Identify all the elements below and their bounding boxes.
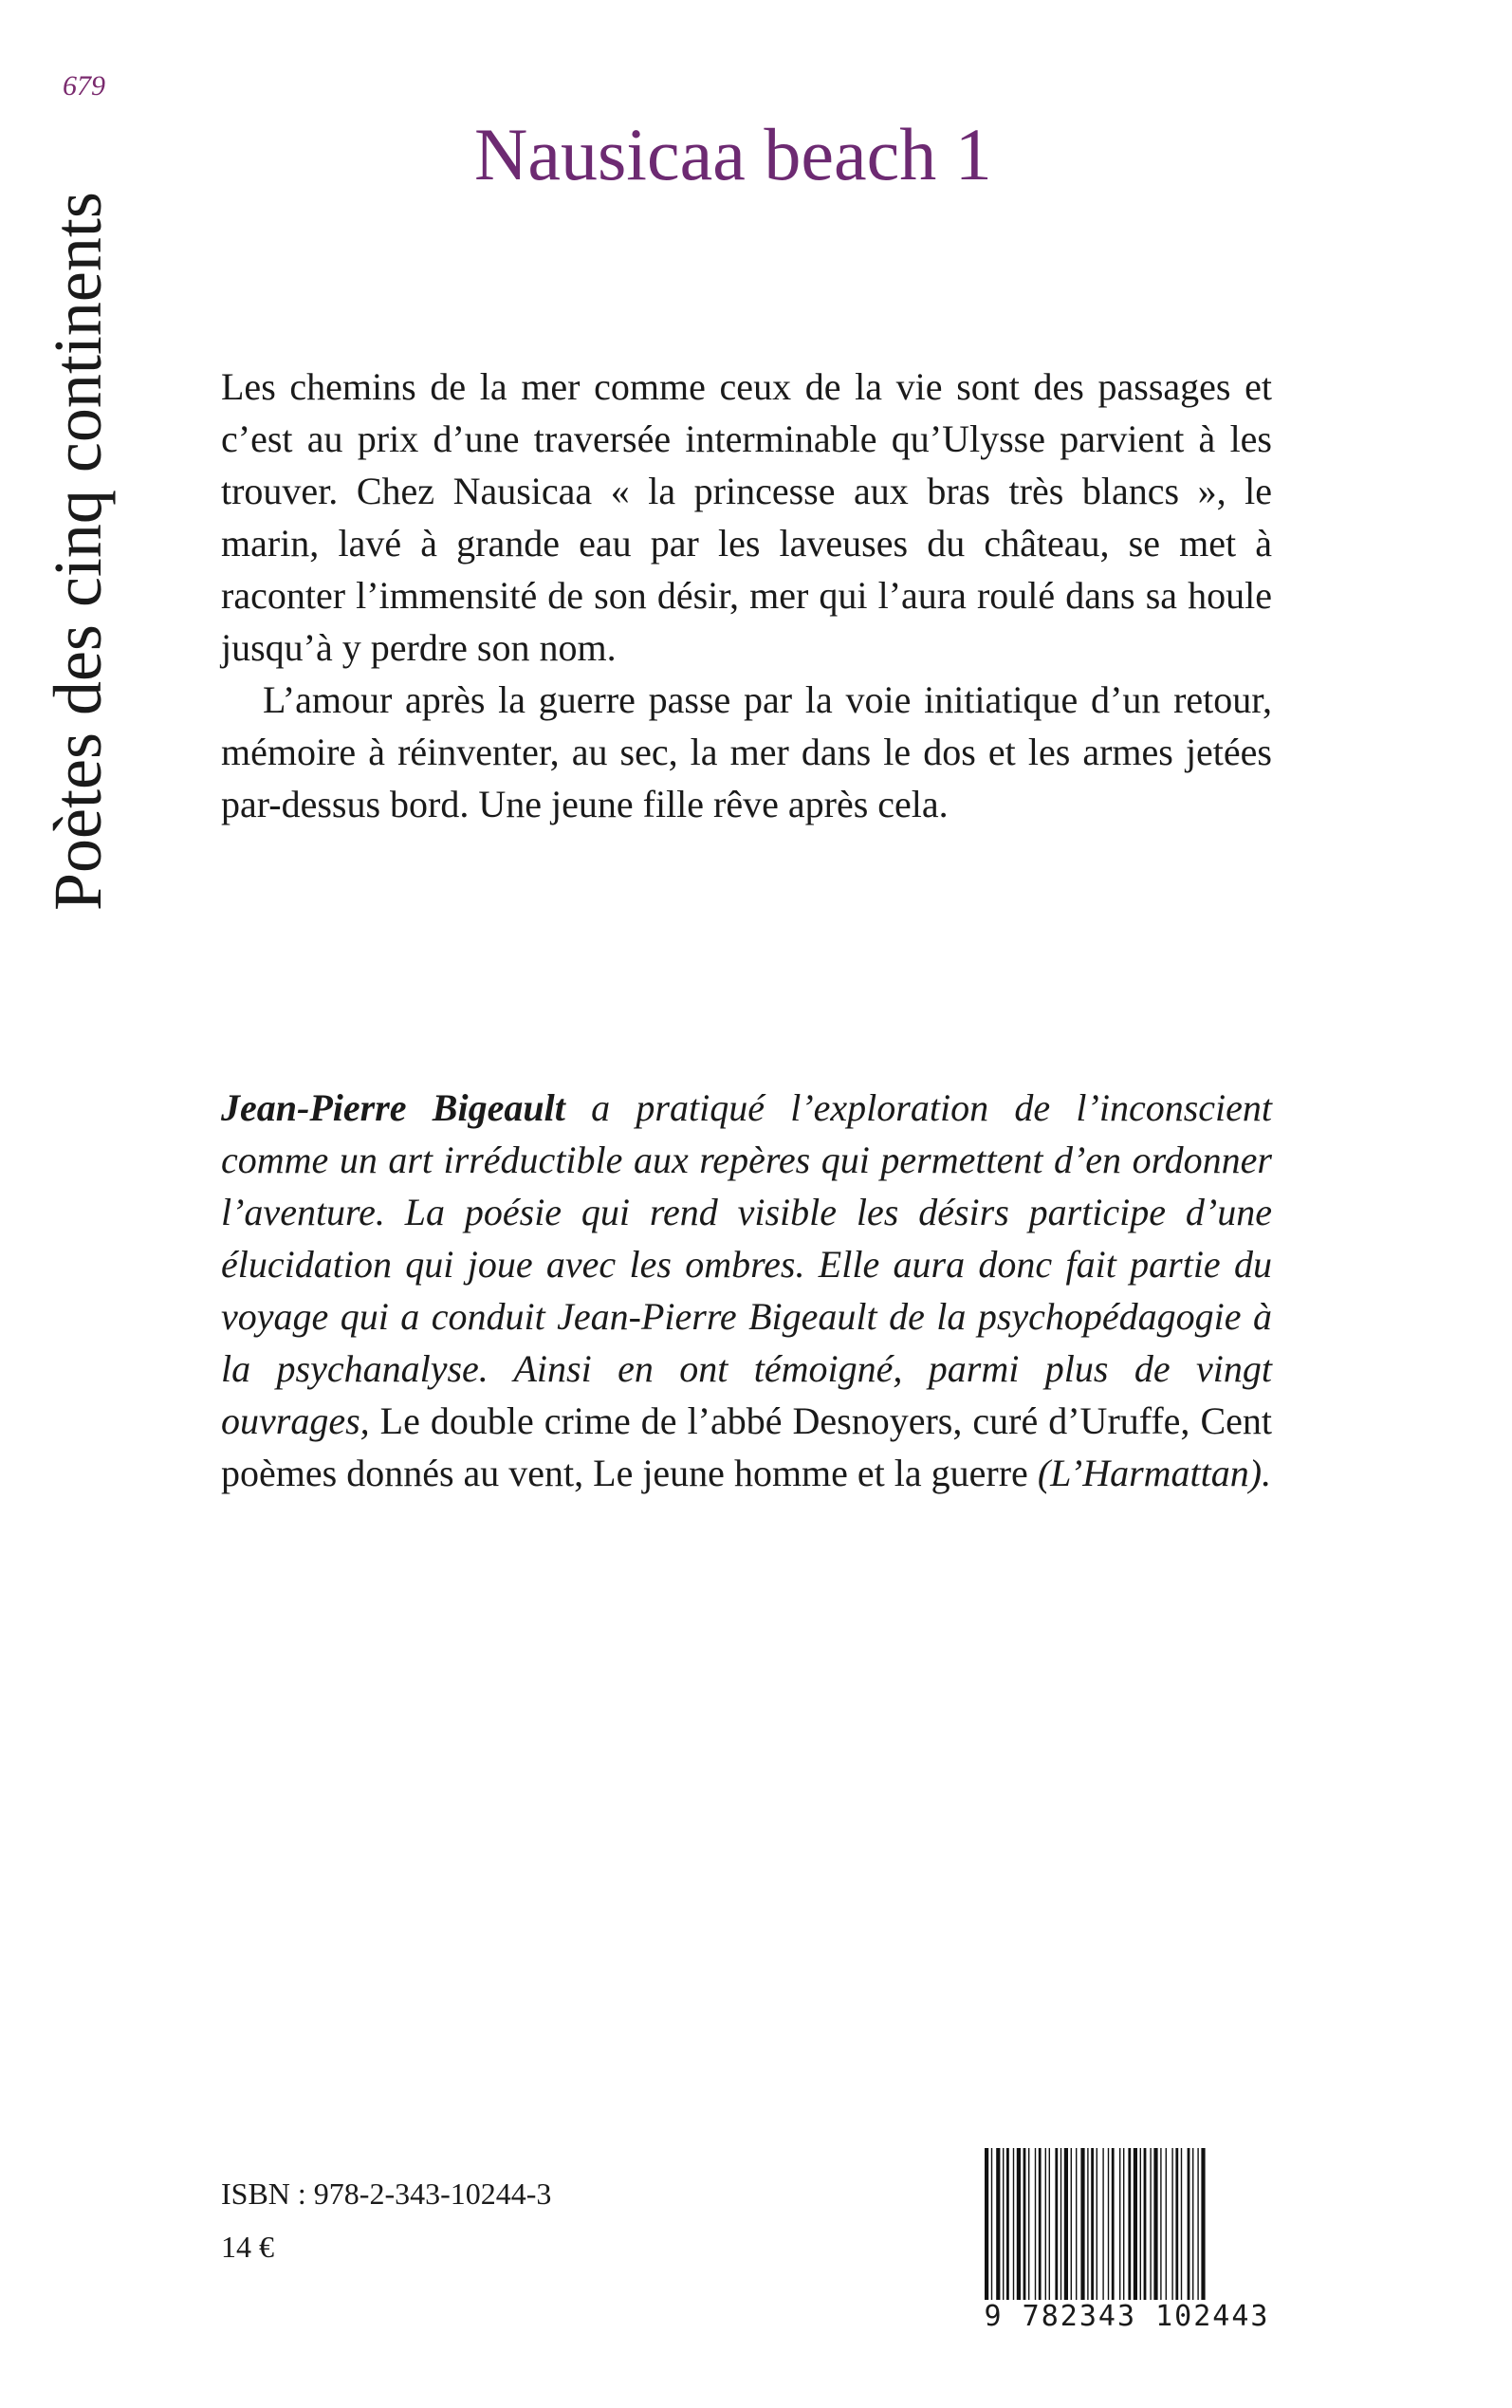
bio-text: a pratiqué l’exploration de l’inconscient comme un art irréductible aux repères qui permettent d’en ordonner l’aventure. La poésie qui rend visible les désirs participe d’une élucidation qui joue avec les ombres. Elle aura donc fait partie du voyage qui a conduit Jean-Pierre Bigeault de la psychopédagogie à la psychanalyse. Ainsi en ont témoigné, parmi plus de vingt ouvrages, (221, 1086, 1273, 1442)
barcode (981, 2148, 1273, 2325)
author-bio (221, 1082, 1272, 1499)
summary (221, 361, 1272, 830)
book-title: Nausicaa beach 1 (474, 113, 992, 195)
summary-paragraph-2: L’amour après la guerre passe par la voie initiatique d’un retour, mémoire à réinventer, au sec, la mer dans le dos et les armes jetées par-dessus bord. Une jeune fille rêve après cela. (221, 678, 1272, 825)
barcode-digits: 9 782343 102443 (981, 2300, 1273, 2333)
isbn: ISBN : 978-2-343-10244-3 (221, 2176, 552, 2211)
price: 14 € (221, 2230, 274, 2264)
collection-number: 679 (63, 70, 105, 102)
summary-paragraph-1: Les chemins de la mer comme ceux de la vie sont des passages et c’est au prix d’une traversée interminable qu’Ulysse parvient à les trouver. Chez Nausicaa « la princesse aux bras très blancs », le marin, lavé à grande eau par les laveuses du château, se met à raconter l’immensité de son désir, mer qui l’aura roulé dans sa houle jusqu’à y perdre son nom. (221, 365, 1272, 669)
collection-name: Poètes des cinq continents (40, 192, 116, 911)
author-name: Jean-Pierre Bigeault (221, 1086, 565, 1129)
bio-publisher: (L’Harmattan). (1037, 1452, 1272, 1494)
bio-titles: Le double crime de l’abbé Desnoyers, curé d’Uruffe, Cent poèmes donnés au vent, Le jeune homme et la guerre (221, 1399, 1272, 1494)
